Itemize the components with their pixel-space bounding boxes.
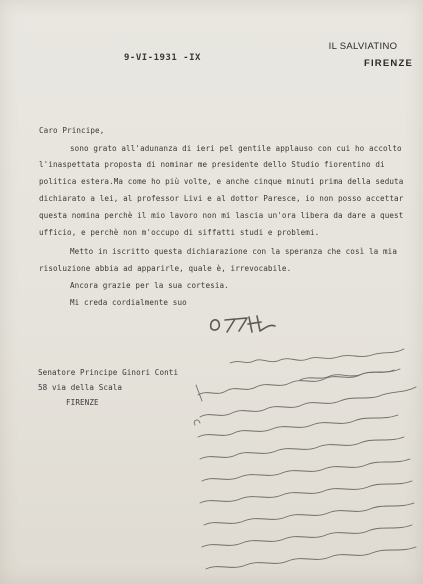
letterhead xyxy=(313,38,413,72)
body-line: politica estera.Ma come ho più volte, e anche cinque minuti prima della seduta xyxy=(39,177,404,186)
closing-line: Mi creda cordialmente suo xyxy=(70,298,187,307)
salutation: Caro Principe, xyxy=(39,126,105,135)
letter-date: 9-VI-1931 -IX xyxy=(124,53,201,63)
body-line: questa nomina perchè il mio lavoro non mi lascia un'ora libera da dare a quest xyxy=(39,211,404,220)
handwritten-pencil-annotation-icon xyxy=(190,325,423,584)
address-line: Senatore Principe Ginori Conti xyxy=(38,368,179,377)
body-line: risoluzione abbia ad apparirle, quale è, irrevocabile. xyxy=(39,264,292,273)
address-line: 58 via della Scala xyxy=(38,383,123,392)
body-line: sono grato all'adunanza di ieri pel gentile applauso con cui ho accolto xyxy=(70,144,402,153)
body-line: dichiarato a lei, al professor Livi e al dottor Paresce, io non posso accettar xyxy=(39,194,404,203)
body-line: Ancora grazie per la sua cortesia. xyxy=(70,281,229,290)
body-line: ufficio, e perchè non m'occupo di siffatti studi e problemi. xyxy=(39,228,320,237)
body-line: l'inaspettata proposta di nominar me presidente dello Studio fiorentino di xyxy=(39,160,385,169)
letterhead-name: IL SALVIATINO xyxy=(328,41,398,52)
body-line: Metto in iscritto questa dichiarazione con la speranza che così la mia xyxy=(70,247,398,256)
letterhead-city: FIRENZE xyxy=(363,58,413,69)
address-line: FIRENZE xyxy=(66,398,99,407)
